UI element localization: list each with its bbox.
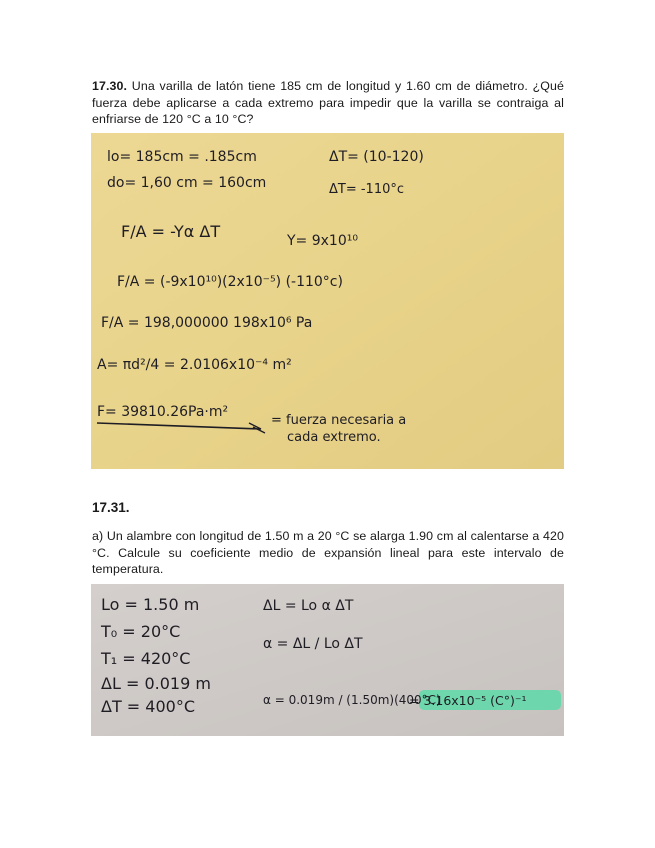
hw-fa-result: F/A = 198,000000 198x10⁶ Pa	[101, 315, 313, 331]
problem-1730-statement	[92, 78, 564, 128]
hw-force: F= 39810.26Pa·m²	[97, 404, 229, 420]
hw-delta-t-expr: ΔT= (10-120)	[329, 149, 424, 165]
hw-young: Y= 9x10¹⁰	[287, 233, 358, 249]
hw-delta-l: ΔL = 0.019 m	[101, 674, 211, 693]
hw-formula-dl: ΔL = Lo α ΔT	[263, 598, 354, 614]
hw-area: A= πd²/4 = 2.0106x10⁻⁴ m²	[97, 357, 292, 373]
handwritten-solution-photo-1731	[91, 584, 564, 736]
problem-1730-number: 17.30.	[92, 79, 128, 93]
hw-conclusion-1: = fuerza necesaria a	[271, 413, 407, 428]
hw-conclusion-2: cada extremo.	[287, 430, 381, 445]
problem-1730-text: Una varilla de latón tiene 185 cm de longitud y 1.60 cm de diámetro. ¿Qué fuerza debe aplicarse a cada extremo para impedir que la varilla se contraiga al enfriarse de 120 °C a 10 °C?	[92, 79, 564, 126]
hw-formula-alpha: α = ΔL / Lo ΔT	[263, 636, 363, 652]
hw-result: = 3.16x10⁻⁵ (C°)⁻¹	[409, 693, 527, 708]
problem-1731-heading: 17.31.	[92, 500, 130, 515]
hw-formula-fa: F/A = -Yα ΔT	[121, 222, 221, 241]
hw-l0-1731: Lo = 1.50 m	[101, 595, 200, 614]
hw-t1: T₁ = 420°C	[101, 649, 191, 668]
hw-substitution-1731: α = 0.019m / (1.50m)(400°C)	[263, 693, 441, 707]
hw-substitution: F/A = (-9x10¹⁰)(2x10⁻⁵) (-110°c)	[117, 274, 343, 290]
hw-l0: lo= 185cm = .185cm	[107, 149, 257, 165]
hw-delta-t-val: ΔT= -110°c	[329, 182, 405, 197]
hw-d0: do= 1,60 cm = 160cm	[107, 175, 267, 191]
hw-delta-t: ΔT = 400°C	[101, 697, 196, 716]
problem-1731-statement: a) Un alambre con longitud de 1.50 m a 20 °C se alarga 1.90 cm al calentarse a 420 °C. Calcule su coeficiente medio de expansión lineal para este intervalo de temperatura.	[92, 529, 564, 576]
hw-t0: T₀ = 20°C	[101, 622, 181, 641]
handwritten-solution-photo-1730	[91, 133, 564, 469]
